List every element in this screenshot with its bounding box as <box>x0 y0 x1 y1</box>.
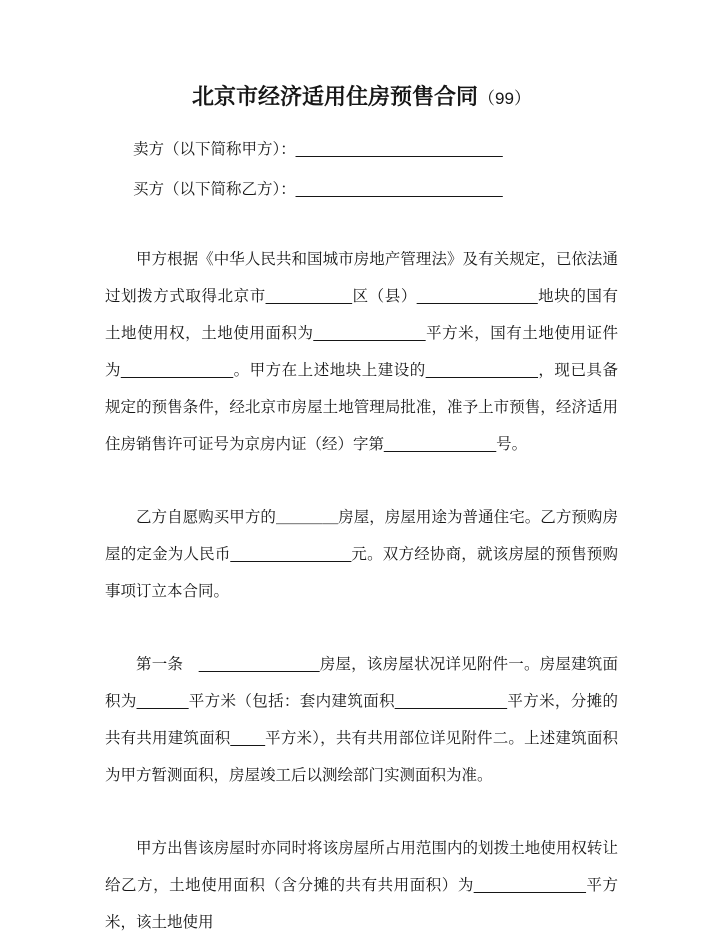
paragraph-article-one: 第一条 ______________房屋，该房屋状况详见附件一。房屋建筑面积为______平方米（包括：套内建筑面积_____________平方米，分摊的共有共用建筑面积____平方米），共有共用部位详见附件二。上述建筑面积为甲方暂测面积，房屋竣工后以测绘部门实测面积为准。 <box>105 656 618 784</box>
document-title-suffix: （99） <box>478 89 531 108</box>
seller-label: 卖方（以下简称甲方）： <box>133 141 296 158</box>
seller-blank-line: ________________________ <box>295 141 503 158</box>
paragraph-land-acquisition: 甲方根据《中华人民共和国城市房地产管理法》及有关规定，已依法通过划拨方式取得北京市__________区（县）______________地块的国有土地使用权，土地使用面积为_____________平方米，国有土地使用证件为_____________。甲方在上述地块上建设的_____________，现已具备规定的预售条件，经北京市房屋土地管理局批准，准予上市预售，经济适用住房销售许可证号为京房内证（经）字第_____________号。 <box>105 251 618 453</box>
paragraph-land-use-transfer: 甲方出售该房屋时亦同时将该房屋所占用范围内的划拨土地使用权转让给乙方，土地使用面积（含分摊的共有共用面积）为_____________平方米，该土地使用 <box>105 840 618 931</box>
parties-section <box>105 130 618 210</box>
document-title <box>105 82 618 114</box>
buyer-label: 买方（以下简称乙方）： <box>133 181 296 198</box>
paragraph-purchase-intent: 乙方自愿购买甲方的＿＿＿＿房屋，房屋用途为普通住宅。乙方预购房屋的定金为人民币______________元。双方经协商，就该房屋的预售预购事项订立本合同。 <box>105 509 618 600</box>
document-title-text: 北京市经济适用住房预售合同 <box>192 84 479 109</box>
buyer-line <box>133 170 618 210</box>
buyer-blank-line: ________________________ <box>295 181 503 198</box>
seller-line <box>133 130 618 170</box>
